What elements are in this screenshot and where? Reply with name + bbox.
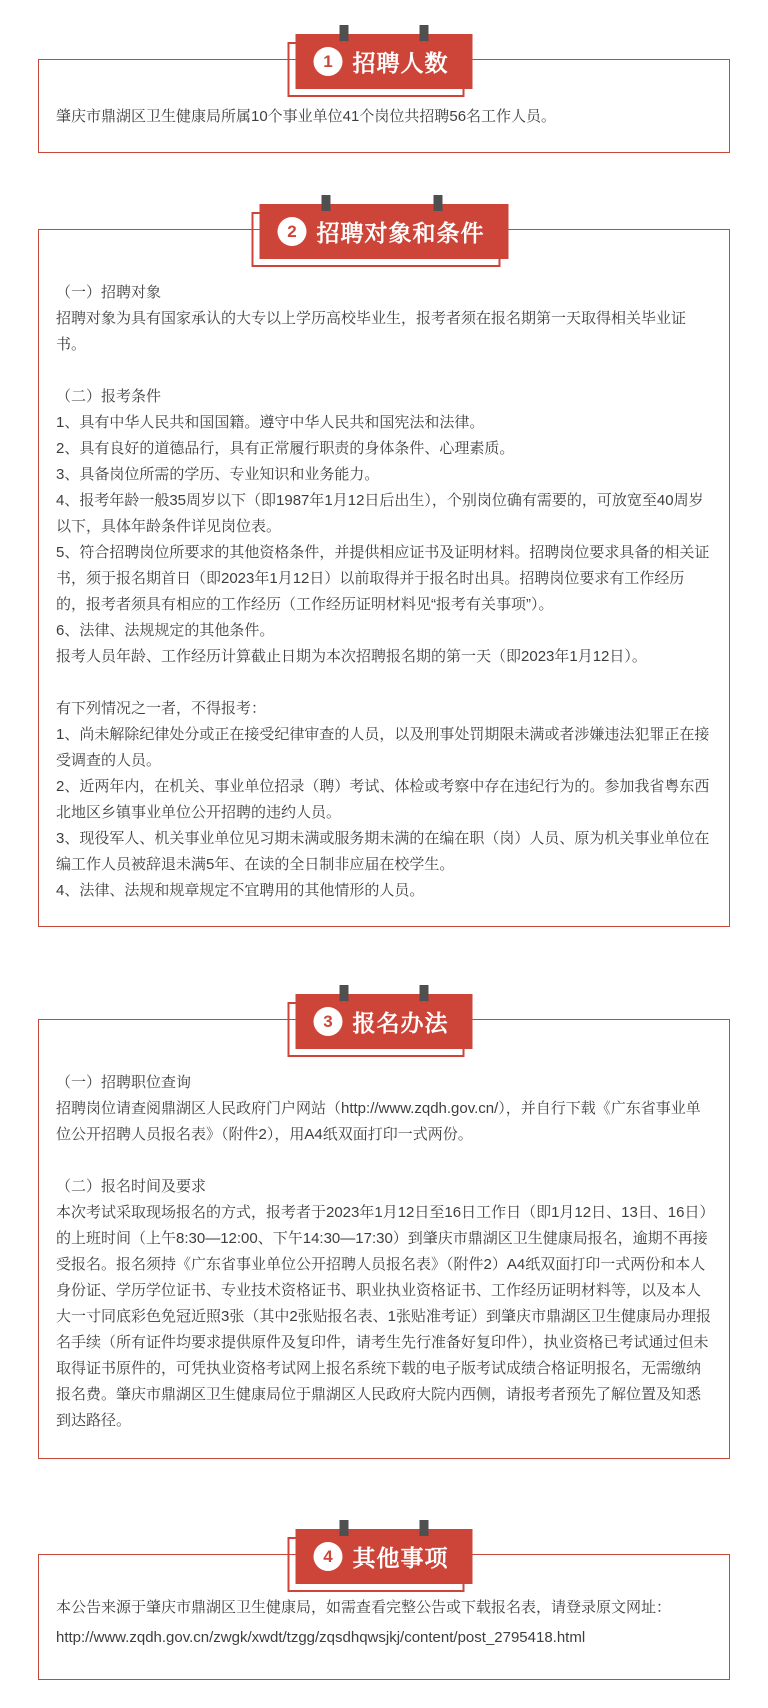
paragraph: 2、近两年内，在机关、事业单位招录（聘）考试、体检或考察中存在违纪行为的。参加我省粤东西北地区乡镇事业单位公开招聘的违约人员。 <box>56 778 710 821</box>
paragraph: 5、符合招聘岗位所要求的其他资格条件，并提供相应证书及证明材料。招聘岗位要求具备的相关证书，须于报名期首日（即2023年1月12日）以前取得并于报名时出具。招聘岗位要求有工作经历的，报考者须具有相应的工作经历（工作经历证明材料见“报考有关事项”）。 <box>56 544 710 613</box>
section-title: 招聘对象和条件 <box>316 220 485 246</box>
pin-icon <box>340 1520 349 1536</box>
pin-icon <box>419 1520 428 1536</box>
paragraph: 有下列情况之一者，不得报考： <box>56 700 267 717</box>
paragraph: 招聘岗位请查阅鼎湖区人民政府门户网站（http://www.zqdh.gov.cn/），并自行下载《广东省事业单位公开招聘人员报名表》（附件2），用A4纸双面打印一式两份。 <box>56 1100 701 1143</box>
paragraph: 招聘对象为具有国家承认的大专以上学历高校毕业生，报考者须在报名期第一天取得相关毕业证书。 <box>56 310 687 353</box>
paragraph: 1、具有中华人民共和国国籍。遵守中华人民共和国宪法和法律。 <box>56 414 485 431</box>
section-title: 其他事项 <box>352 1545 449 1571</box>
section-number-badge: 2 <box>278 217 307 246</box>
paragraph: （二）报名时间及要求 <box>56 1178 207 1195</box>
pin-icon <box>419 985 428 1001</box>
paragraph: 本次考试采取现场报名的方式，报考者于2023年1月12日至16日工作日（即1月12日、13日、16日）的上班时间（上午8:30—12:00、下午14:30—17:30）到肇庆市鼎湖区卫生健康局报名，逾期不再接受报名。报名须持《广东省事业单位公开招聘人员报名表》（附件2）A4纸双面打印一式两份和本人身份证、学历学位证书、专业技术资格证书、职业执业资格证书、工作经历证明材料等，以及本人大一寸同底彩色免冠近照3张（其中2张贴报名表、1张贴准考证）到肇庆市鼎湖区卫生健康局办理报名手续（所有证件均要求提供原件及复印件，请考生先行准备好复印件），执业资格已考试通过但未取得证书原件的，可凭执业资格考试网上报名系统下载的电子版考试成绩合格证明报名，无需缴纳报名费。肇庆市鼎湖区卫生健康局位于鼎湖区人民政府大院内西侧，请报考者预先了解位置及知悉到达路径。 <box>56 1204 712 1429</box>
paragraph: 4、报考年龄一般35周岁以下（即1987年1月12日后出生），个别岗位确有需要的，可放宽至40周岁以下，具体年龄条件详见岗位表。 <box>56 492 704 535</box>
paragraph: （一）招聘对象 <box>56 284 162 301</box>
page <box>0 50 768 1708</box>
paragraph: 2、具有良好的道德品行，具有正常履行职责的身体条件、心理素质。 <box>56 440 515 457</box>
pin-icon <box>322 195 331 211</box>
section-ribbon <box>296 1529 473 1584</box>
section-number-badge: 1 <box>314 47 343 76</box>
paragraph: 3、现役军人、机关事业单位见习期未满或服务期未满的在编在职（岗）人员、原为机关事业单位在编工作人员被辞退未满5年、在读的全日制非应届在校学生。 <box>56 830 710 873</box>
paragraph: 3、具备岗位所需的学历、专业知识和业务能力。 <box>56 466 380 483</box>
pin-icon <box>434 195 443 211</box>
paragraph: 6、法律、法规规定的其他条件。 <box>56 622 275 639</box>
section-box <box>38 1019 730 1459</box>
section-ribbon <box>260 204 509 259</box>
section-title: 报名办法 <box>352 1010 449 1036</box>
section-number-badge: 3 <box>314 1007 343 1036</box>
section-number-badge: 4 <box>314 1542 343 1571</box>
section-ribbon <box>296 34 473 89</box>
section-ribbon <box>296 994 473 1049</box>
paragraph: （二）报考条件 <box>56 388 162 405</box>
section-box <box>38 229 730 927</box>
section-2 <box>38 220 730 927</box>
paragraph: （一）招聘职位查询 <box>56 1074 192 1091</box>
paragraph: http://www.zqdh.gov.cn/zwgk/xwdt/tzgg/zqsdhqwsjkj/content/post_2795418.html <box>56 1629 586 1646</box>
section-1 <box>38 50 730 153</box>
pin-icon <box>419 25 428 41</box>
section-3 <box>38 1010 730 1459</box>
section-title: 招聘人数 <box>352 50 449 76</box>
pin-icon <box>340 25 349 41</box>
section-4 <box>38 1545 730 1680</box>
pin-icon <box>340 985 349 1001</box>
paragraph: 报考人员年龄、工作经历计算截止日期为本次招聘报名期的第一天（即2023年1月12日）。 <box>56 648 647 665</box>
paragraph: 肇庆市鼎湖区卫生健康局所属10个事业单位41个岗位共招聘56名工作人员。 <box>56 108 557 125</box>
paragraph: 本公告来源于肇庆市鼎湖区卫生健康局，如需查看完整公告或下载报名表，请登录原文网址： <box>56 1599 672 1616</box>
paragraph: 1、尚未解除纪律处分或正在接受纪律审查的人员，以及刑事处罚期限未满或者涉嫌违法犯罪正在接受调查的人员。 <box>56 726 710 769</box>
paragraph: 4、法律、法规和规章规定不宜聘用的其他情形的人员。 <box>56 882 425 899</box>
